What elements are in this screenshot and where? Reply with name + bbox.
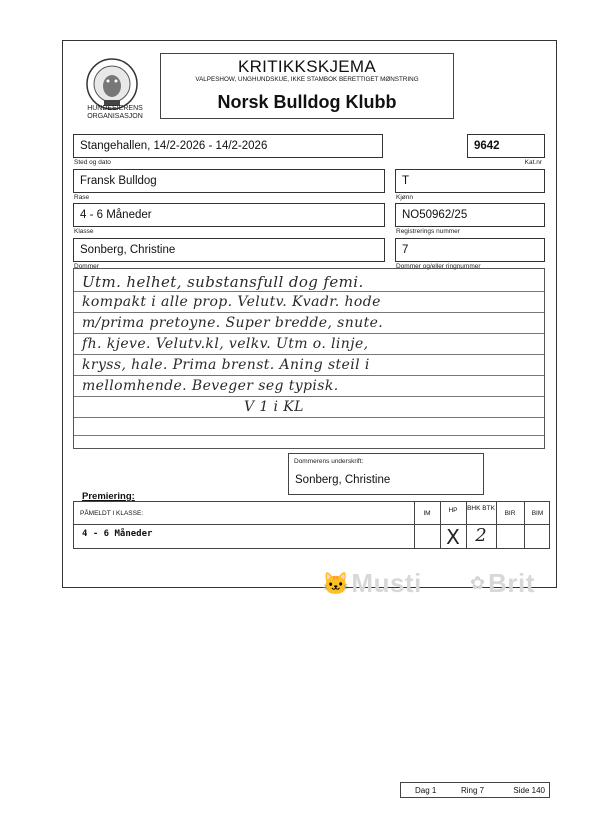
header-box: [160, 53, 454, 119]
critique-line: kryss, hale. Prima brenst. Aning steil i: [82, 357, 370, 373]
bhk-btk-column-header: BHK BTK: [467, 505, 495, 512]
critique-line: Utm. helhet, substansfull dog femi.: [82, 273, 364, 291]
musti-logo-icon: 🐱: [322, 570, 350, 596]
ruled-line: [74, 417, 544, 418]
class-column-header: PÅMELDT I KLASSE:: [80, 510, 144, 517]
sex-value: T: [402, 175, 410, 187]
ruled-line: [74, 435, 544, 436]
ruled-line: [74, 354, 544, 355]
breed-field: [73, 169, 385, 193]
sponsor-musti: [322, 568, 422, 599]
sex-label: Kjønn: [396, 194, 413, 201]
premiering-title: Premiering:: [82, 491, 135, 502]
premiering-table: [73, 501, 550, 549]
venue-date-label: Sted og dato: [74, 159, 111, 166]
kat-nr-field: [467, 134, 545, 158]
form-title: KRITIKKSKJEMA: [237, 57, 377, 76]
form-subtitle: VALPESHOW, UNGHUNDSKUE, IKKE STAMBOK BERETTIGET MØNSTRING: [195, 76, 419, 83]
ring-nr-field: [395, 238, 545, 262]
footer-ring: Ring 7: [461, 785, 485, 795]
ruled-line: [74, 375, 544, 376]
sex-field: [395, 169, 545, 193]
breed-label: Rase: [74, 194, 90, 201]
judge-label: Dommer: [74, 263, 99, 270]
ruled-line: [74, 333, 544, 334]
kat-nr-value: 9642: [474, 140, 500, 152]
org-name-line2: ORGANISASJON: [87, 113, 143, 120]
ruled-line: [74, 396, 544, 397]
ruled-line: [74, 312, 544, 313]
column-divider: [414, 502, 415, 548]
bim-column-header: BIM: [531, 510, 544, 517]
hp-mark: X: [446, 525, 460, 549]
signature-box: [288, 453, 484, 495]
im-column-header: IM: [423, 510, 431, 517]
hp-column-header: HP: [448, 507, 458, 514]
column-divider: [524, 502, 525, 548]
venue-date-value: Stangehallen, 14/2-2026 - 14/2-2026: [80, 140, 268, 152]
signature-label: Dommerens underskrift:: [294, 458, 364, 465]
org-name-line1: HUNDEEIERENS: [87, 105, 143, 112]
class-label: Klasse: [74, 228, 94, 235]
column-divider: [496, 502, 497, 548]
critique-line: mellomhende. Beveger seg typisk.: [82, 378, 339, 394]
judge-field: [73, 238, 385, 262]
breed-value: Fransk Bulldog: [80, 175, 157, 187]
venue-date-field: [73, 134, 383, 158]
sponsor-brit-text: Brit: [488, 568, 535, 598]
critique-line: V 1 i KL: [244, 399, 304, 415]
bir-column-header: BIR: [504, 510, 516, 517]
footer-box: [400, 782, 550, 798]
footer-day: Dag 1: [415, 785, 437, 795]
brit-logo-icon: ✿: [470, 573, 486, 593]
sponsor-brit: [470, 568, 535, 599]
reg-nr-field: [395, 203, 545, 227]
sponsor-musti-text: Musti: [351, 568, 422, 598]
kat-nr-label: Kat.nr: [524, 159, 542, 166]
critique-line: m/prima pretoyne. Super bredde, snute.: [82, 315, 384, 331]
critique-line: kompakt i alle prop. Velutv. Kvadr. hode: [82, 294, 381, 310]
footer-page: Side 140: [513, 785, 545, 795]
premiering-class-value: 4 - 6 Måneder: [82, 529, 153, 539]
critique-line: fh. kjeve. Velutv.kl, velkv. Utm o. linje,: [82, 336, 369, 352]
ring-nr-value: 7: [402, 244, 409, 256]
reg-nr-label: Registrerings nummer: [396, 228, 460, 235]
judge-value: Sonberg, Christine: [80, 244, 176, 256]
reg-nr-value: NO50962/25: [402, 209, 468, 221]
org-name: [80, 105, 150, 121]
class-field: [73, 203, 385, 227]
signature-value: Sonberg, Christine: [295, 474, 391, 486]
club-name: Norsk Bulldog Klubb: [217, 92, 397, 112]
class-value: 4 - 6 Måneder: [80, 209, 152, 221]
critique-box: [73, 268, 545, 449]
ring-nr-label: Dommer og/eller ringnummer: [396, 263, 481, 270]
ruled-line: [74, 291, 544, 292]
bhk-mark: 2: [475, 525, 487, 546]
